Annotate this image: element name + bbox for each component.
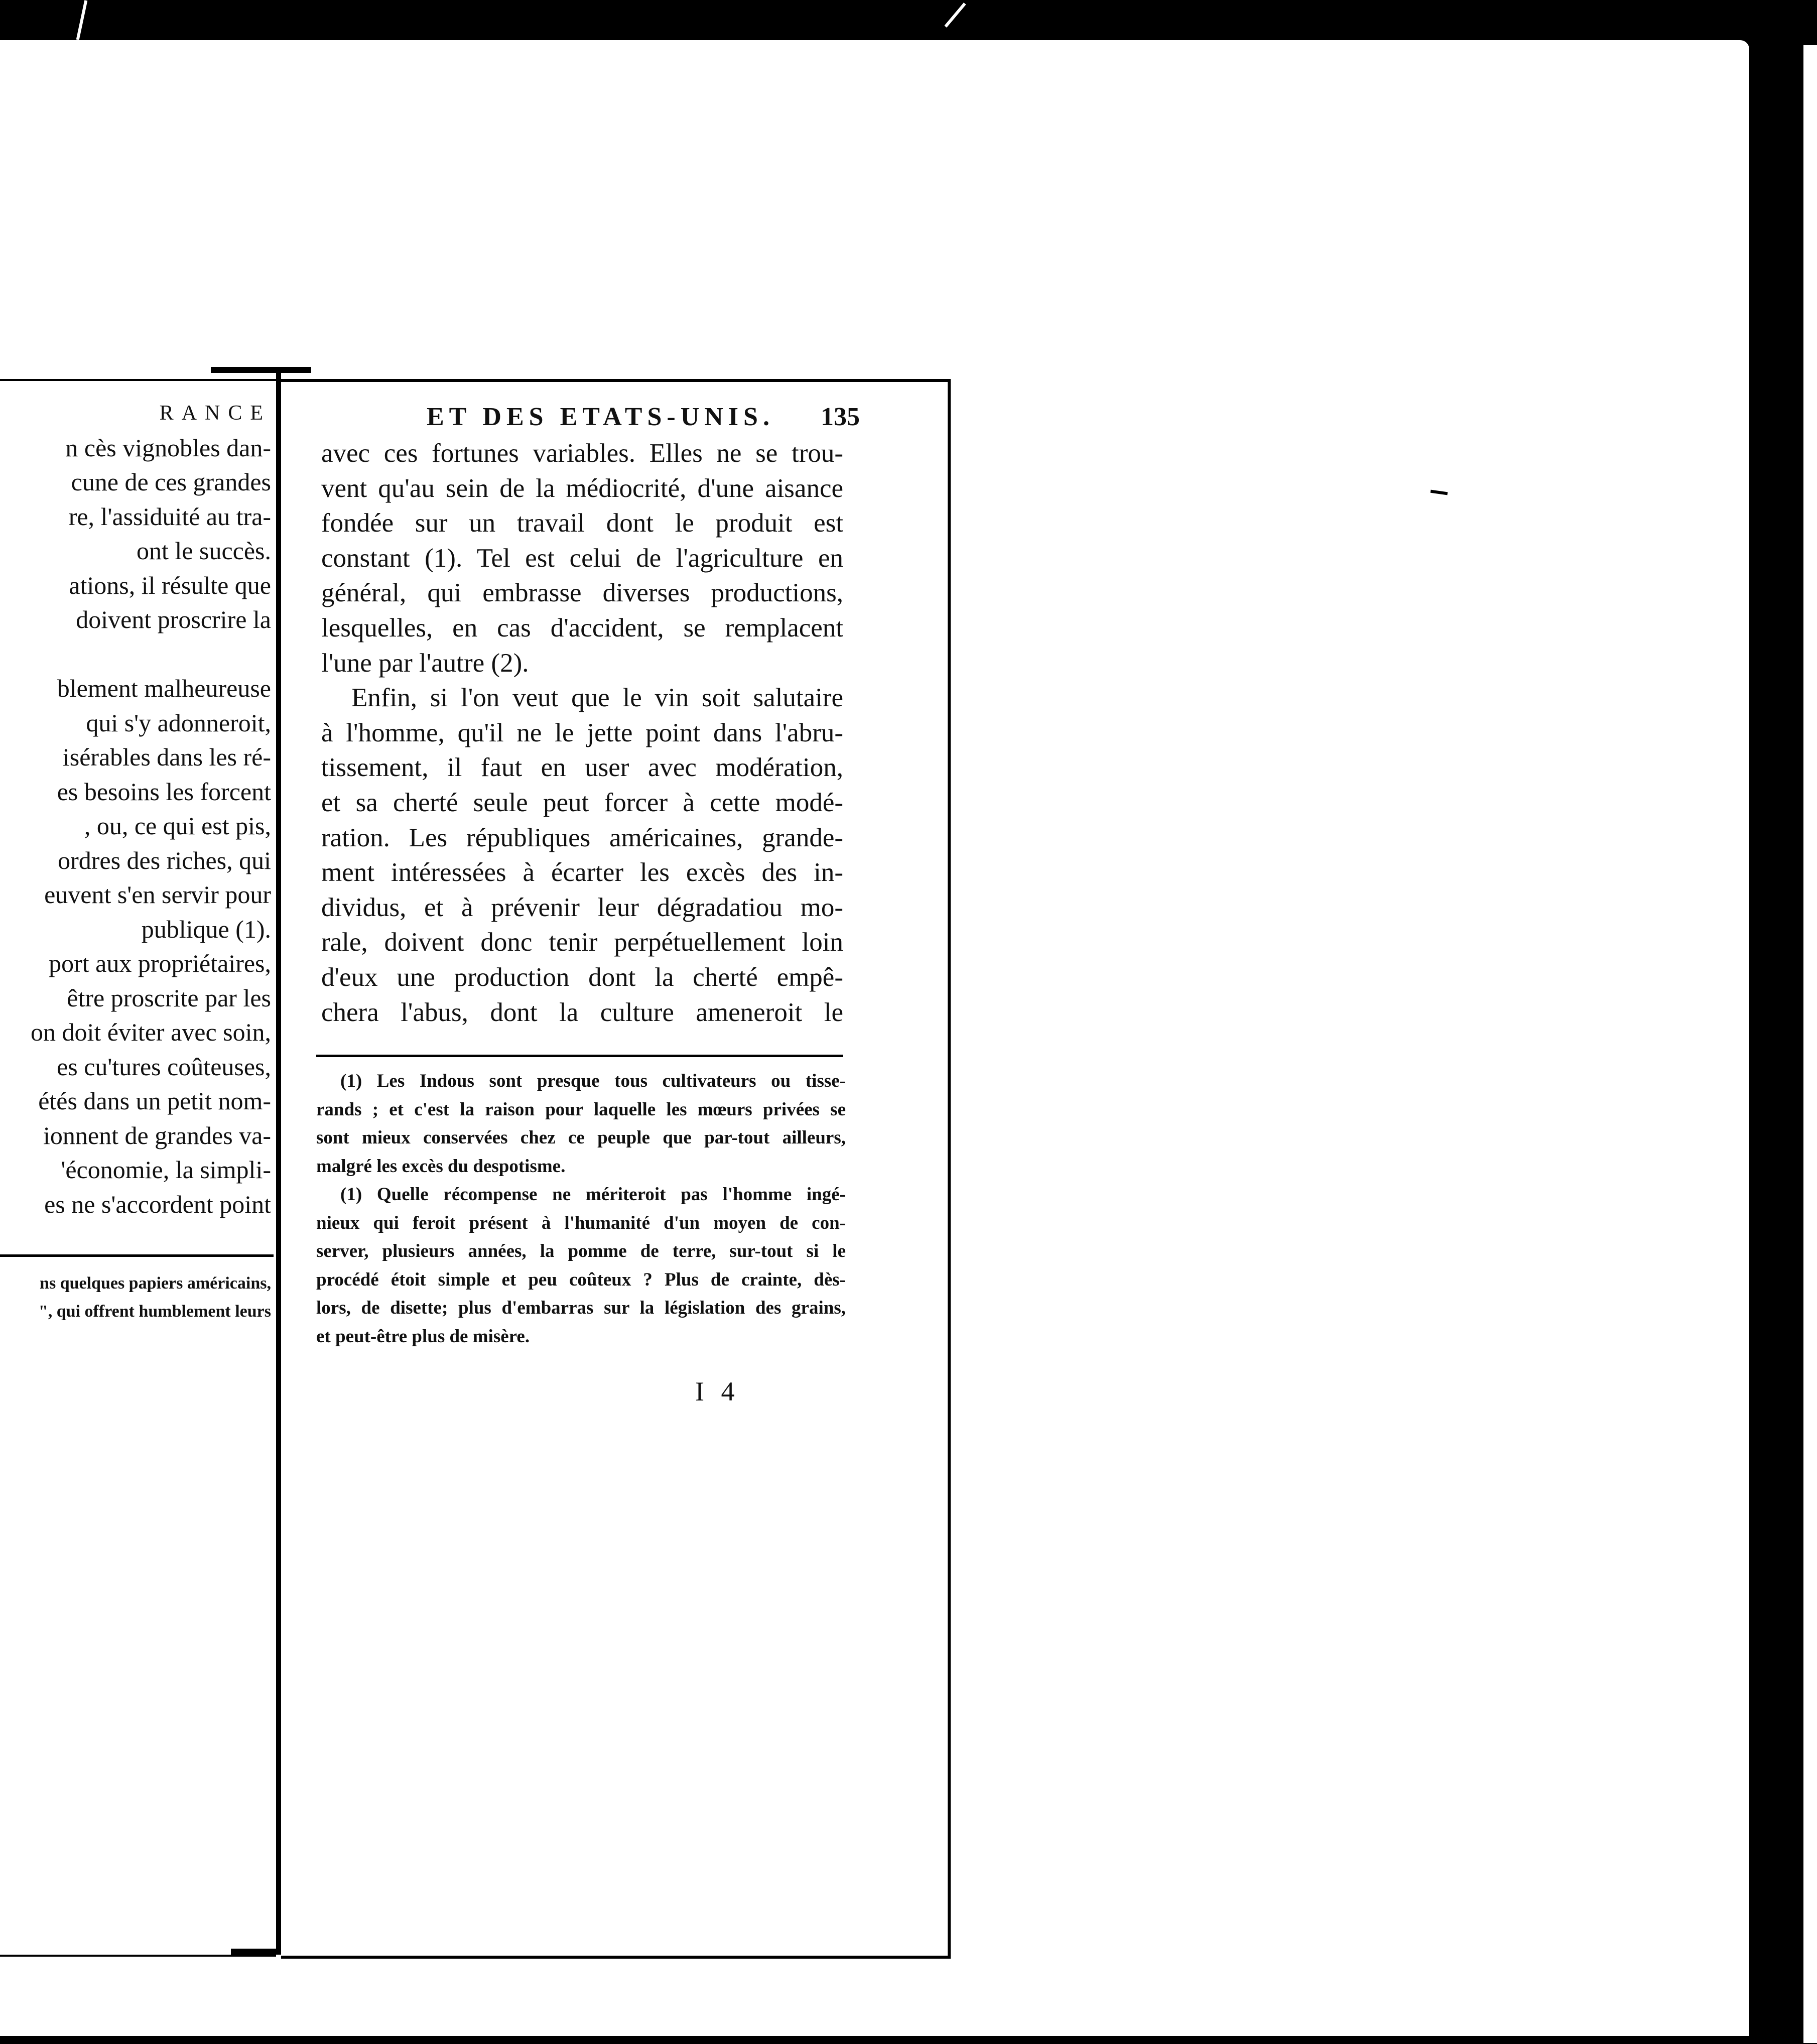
body-line: rale, doivent donc tenir perpétuellement loin [321, 928, 843, 957]
left-footnote-line: ns quelques papiers américains, [40, 1274, 271, 1293]
footnote-rule [316, 1055, 843, 1057]
left-body-line: euvent s'en servir pour [44, 880, 271, 909]
body-line: général, qui embrasse diverses productions, [321, 578, 843, 608]
left-body-line: doivent proscrire la [76, 605, 271, 633]
left-body-line: cune de ces grandes [71, 468, 271, 496]
page-number: 135 [821, 403, 860, 431]
left-body-line: es besoins les forcent [57, 777, 271, 806]
footnote-line: (1) Les Indous sont presque tous cultivateurs ou tisse- [340, 1071, 846, 1091]
left-body-line: ont le succès. [137, 537, 271, 565]
left-body-line: re, l'assiduité au tra- [68, 502, 271, 531]
left-footnote-line: ", qui offrent humblement leurs [38, 1302, 271, 1321]
scan-border-right-inner [1803, 45, 1817, 2043]
body-line: ment intéressées à écarter les excès des in- [321, 858, 843, 887]
body-line: avec ces fortunes variables. Elles ne se trou- [321, 439, 843, 468]
footnote-line: et peut-être plus de misère. [316, 1326, 530, 1347]
signature-mark: I 4 [695, 1376, 740, 1407]
body-line: à l'homme, qu'il ne le jette point dans l'abru- [321, 718, 843, 747]
left-body-line: publique (1). [141, 915, 271, 943]
right-page [281, 379, 951, 1959]
footnote-line: sont mieux conservées chez ce peuple que par-tout ailleurs, [316, 1127, 846, 1148]
body-line: d'eux une production dont la cherté empê- [321, 962, 843, 992]
left-page-text [0, 396, 271, 1326]
footnote-line: rands ; et c'est la raison pour laquelle les mœurs privées se [316, 1099, 846, 1120]
body-line: et sa cherté seule peut forcer à cette modé- [321, 788, 843, 817]
scan-speck [76, 0, 88, 40]
body-line: tissement, il faut en user avec modération, [321, 753, 843, 783]
body-line: fondée sur un travail dont le produit est [321, 508, 843, 538]
left-body-line: on doit éviter avec soin, [30, 1018, 271, 1046]
left-body-line: es ne s'accordent point [44, 1190, 271, 1218]
running-head [281, 402, 863, 437]
left-body-line: être proscrite par les [67, 983, 271, 1012]
left-body-line: blement malheureuse [57, 674, 271, 702]
body-line: dividus, et à prévenir leur dégradatiou mo- [321, 892, 843, 922]
body-line: vent qu'au sein de la médiocrité, d'une aisance [321, 473, 843, 503]
left-footnotes [0, 1269, 271, 1326]
footnote-line: procédé étoit simple et peu coûteux ? Plus de crainte, dès- [316, 1269, 846, 1290]
left-body-line [0, 637, 271, 672]
left-body-line: qui s'y adonneroit, [86, 708, 271, 737]
left-body-line: isérables dans les ré- [62, 743, 271, 771]
left-body-line: ordres des riches, qui [58, 846, 271, 874]
left-footnote-rule [0, 1254, 274, 1257]
left-body-line: port aux propriétaires, [49, 949, 271, 977]
body-line: Enfin, si l'on veut que le vin soit salutaire [351, 683, 843, 713]
running-head-title: ET DES ETATS-UNIS. [427, 403, 774, 431]
body-line: chera l'abus, dont la culture ameneroit le [321, 997, 843, 1027]
body-line: lesquelles, en cas d'accident, se remplacent [321, 613, 843, 643]
left-body-line: ations, il résulte que [69, 571, 271, 599]
footnote-line: (1) Quelle récompense ne mériteroit pas l'homme ingé- [340, 1184, 846, 1205]
body-line: ration. Les républiques américaines, grande- [321, 823, 843, 852]
footnote-line: malgré les excès du despotisme. [316, 1156, 566, 1177]
left-body-line: étés dans un petit nom- [38, 1087, 271, 1115]
body-line: l'une par l'autre (2). [321, 648, 529, 678]
left-body-line: 'économie, la simpli- [61, 1156, 271, 1184]
footnotes [316, 1067, 846, 1351]
left-body-line: n cès vignobles dan- [65, 433, 271, 462]
left-body-line: es cu'tures coûteuses, [57, 1052, 271, 1081]
left-running-head: RANCE [159, 402, 271, 425]
left-body-line: , ou, ce qui est pis, [84, 812, 271, 840]
body-line: constant (1). Tel est celui de l'agriculture en [321, 543, 843, 573]
left-page [0, 379, 276, 1957]
footnote-line: nieux qui feroit présent à l'humanité d'un moyen de con- [316, 1212, 846, 1233]
gutter-top-mark [211, 367, 311, 373]
scan-speck [944, 3, 966, 28]
body-text [321, 436, 843, 1030]
footnote-line: server, plusieurs années, la pomme de terre, sur-tout si le [316, 1241, 846, 1261]
footnote-line: lors, de disette; plus d'embarras sur la législation des grains, [316, 1298, 846, 1318]
book-gutter [276, 369, 281, 1953]
left-body-line: ionnent de grandes va- [43, 1121, 271, 1149]
